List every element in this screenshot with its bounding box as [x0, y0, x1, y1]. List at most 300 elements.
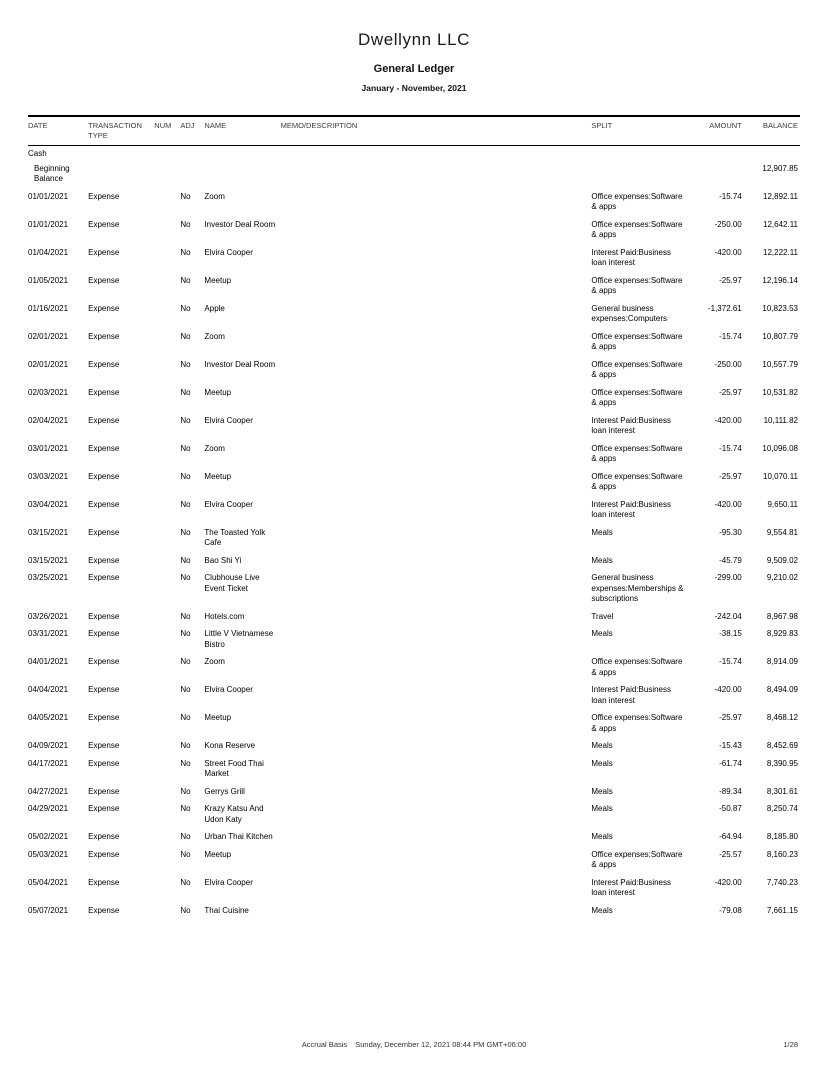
cell-date: 02/01/2021: [28, 359, 69, 369]
cell-amount: -45.79: [719, 555, 742, 565]
cell-split: Interest Paid:Business loan interest: [591, 877, 671, 897]
cell-num: [154, 245, 180, 273]
cell-name: The Toasted Yolk Cafe: [204, 527, 266, 547]
cell-num: [154, 875, 180, 903]
cell-num: [154, 829, 180, 847]
cell-balance: 10,807.79: [762, 331, 798, 341]
table-row: [28, 710, 800, 738]
cell-num: [154, 357, 180, 385]
cell-num: [154, 756, 180, 784]
table-row: [28, 682, 800, 710]
cell-date: 03/03/2021: [28, 471, 69, 481]
cell-amount: -420.00: [714, 877, 742, 887]
cell-split: Office expenses:Software & apps: [591, 471, 683, 491]
cell-name: Hotels.com: [204, 611, 245, 621]
table-row: [28, 245, 800, 273]
cell-adj: No: [180, 786, 191, 796]
cell-adj: No: [180, 741, 191, 750]
cell-num: [154, 525, 180, 553]
cell-balance: 10,096.08: [762, 443, 798, 453]
cell-type: Expense: [88, 685, 120, 694]
column-header-name: NAME: [204, 121, 227, 130]
cell-type: Expense: [88, 499, 120, 509]
cell-date: 03/01/2021: [28, 443, 69, 453]
cell-name: Zoom: [204, 331, 225, 341]
table-row: [28, 875, 800, 903]
cell-date: 03/31/2021: [28, 629, 69, 638]
cell-memo: [281, 497, 592, 525]
cell-name: Bao Shi Yi: [204, 555, 242, 565]
cell-split: Interest Paid:Business loan interest: [591, 415, 671, 435]
cell-amount: -89.34: [719, 786, 742, 796]
cell-adj: No: [180, 555, 191, 565]
cell-name: Investor Deal Room: [204, 359, 276, 369]
cell-amount: -15.43: [719, 741, 742, 750]
cell-amount: -25.57: [719, 849, 742, 859]
cell-split: General business expenses:Memberships & subscriptions: [591, 573, 684, 603]
cell-balance: 8,468.12: [766, 713, 798, 722]
cell-num: [154, 441, 180, 469]
cell-name: Apple: [204, 303, 225, 313]
cell-date: 02/04/2021: [28, 415, 69, 425]
cell-num: [154, 801, 180, 829]
cell-memo: [281, 189, 592, 217]
cell-memo: [281, 738, 592, 756]
cell-num: [154, 626, 180, 654]
cell-adj: No: [180, 359, 191, 369]
cell-type: Expense: [88, 219, 120, 229]
cell-split: Office expenses:Software & apps: [591, 219, 683, 239]
cell-memo: [281, 469, 592, 497]
table-row: [28, 654, 800, 682]
cell-amount: -95.30: [719, 527, 742, 537]
cell-adj: No: [180, 527, 191, 537]
cell-adj: No: [180, 685, 191, 694]
cell-memo: [281, 875, 592, 903]
cell-balance: 12,642.11: [763, 219, 798, 229]
cell-name: Zoom: [204, 657, 225, 666]
table-row: [28, 525, 800, 553]
cell-balance: 8,250.74: [766, 804, 798, 813]
cell-name: Street Food Thai Market: [204, 758, 264, 778]
column-header-type: TRANSACTION TYPE: [88, 121, 142, 140]
cell-num: [154, 903, 180, 921]
cell-amount: -25.97: [719, 471, 742, 481]
cell-name: Clubhouse Live Event Ticket: [204, 573, 260, 593]
cell-name: Elvira Cooper: [204, 685, 253, 694]
cell-split: Office expenses:Software & apps: [591, 359, 683, 379]
report-title: General Ledger: [373, 63, 455, 75]
table-row: [28, 784, 800, 802]
cell-amount: -15.74: [719, 657, 742, 666]
cell-name: Elvira Cooper: [204, 499, 253, 509]
cell-balance: 7,740.23: [766, 877, 798, 887]
cell-date: 01/01/2021: [28, 191, 69, 201]
cell-balance: 9,554.81: [766, 527, 798, 537]
cell-type: Expense: [88, 629, 120, 638]
cell-memo: [281, 801, 592, 829]
column-header-amount: AMOUNT: [709, 121, 742, 130]
cell-adj: No: [180, 713, 191, 722]
company-name: Dwellynn LLC: [357, 30, 471, 49]
cell-date: 03/26/2021: [28, 611, 69, 621]
cell-name: Meetup: [204, 849, 232, 859]
cell-balance: 9,509.02: [766, 555, 798, 565]
cell-adj: No: [180, 471, 191, 481]
cell-balance: 10,111.82: [763, 415, 798, 425]
cell-num: [154, 469, 180, 497]
cell-type: Expense: [88, 191, 120, 201]
cell-split: Meals: [591, 629, 613, 638]
table-row: [28, 903, 800, 921]
cell-amount: -25.97: [719, 387, 742, 397]
cell-type: Expense: [88, 786, 120, 796]
cell-num: [154, 682, 180, 710]
cell-type: Expense: [88, 443, 120, 453]
column-header-adj: ADJ: [180, 121, 195, 130]
cell-name: Kona Reserve: [204, 741, 256, 750]
cell-split: Meals: [591, 832, 613, 841]
cell-memo: [281, 245, 592, 273]
cell-date: 03/25/2021: [28, 573, 69, 582]
cell-split: Meals: [591, 741, 613, 750]
cell-split: Office expenses:Software & apps: [591, 191, 683, 211]
cell-memo: [281, 441, 592, 469]
cell-type: Expense: [88, 877, 120, 887]
cell-memo: [281, 273, 592, 301]
cell-split: Meals: [591, 786, 613, 796]
cell-memo: [281, 609, 592, 627]
cell-balance: 8,185.80: [766, 832, 798, 841]
section-label: Cash: [28, 149, 47, 158]
cell-date: 05/03/2021: [28, 849, 69, 859]
beginning-balance-label: Beginning Balance: [34, 163, 70, 183]
cell-split: Office expenses:Software & apps: [591, 713, 683, 733]
ledger-header-row: [28, 116, 800, 146]
cell-date: 05/07/2021: [28, 905, 69, 915]
cell-date: 05/04/2021: [28, 877, 69, 887]
cell-amount: -420.00: [714, 685, 742, 694]
table-row: [28, 329, 800, 357]
cell-memo: [281, 784, 592, 802]
footer-center: [28, 1040, 800, 1049]
cell-balance: 8,160.23: [766, 849, 798, 859]
cell-num: [154, 217, 180, 245]
table-row: [28, 273, 800, 301]
cell-name: Meetup: [204, 713, 232, 722]
table-row: [28, 497, 800, 525]
cell-name: Meetup: [204, 387, 232, 397]
cell-adj: No: [180, 331, 191, 341]
cell-balance: 8,914.09: [766, 657, 798, 666]
cell-num: [154, 301, 180, 329]
cell-amount: -64.94: [719, 832, 742, 841]
cell-date: 04/09/2021: [28, 741, 69, 750]
cell-adj: No: [180, 275, 191, 285]
cell-split: Office expenses:Software & apps: [591, 331, 683, 351]
cell-memo: [281, 525, 592, 553]
column-header-balance: BALANCE: [762, 121, 798, 130]
beginning-balance-row: [28, 161, 800, 189]
table-row: [28, 357, 800, 385]
cell-num: [154, 273, 180, 301]
cell-balance: 9,210.02: [766, 573, 798, 582]
cell-memo: [281, 829, 592, 847]
cell-adj: No: [180, 573, 191, 582]
cell-split: General business expenses:Computers: [591, 303, 667, 323]
cell-type: Expense: [88, 741, 120, 750]
cell-amount: -250.00: [714, 359, 742, 369]
cell-amount: -299.00: [714, 573, 742, 582]
cell-type: Expense: [88, 471, 120, 481]
cell-split: Meals: [591, 905, 613, 915]
cell-memo: [281, 217, 592, 245]
cell-name: Zoom: [204, 443, 225, 453]
cell-name: Urban Thai Kitchen: [204, 832, 273, 841]
cell-memo: [281, 385, 592, 413]
cell-memo: [281, 903, 592, 921]
table-row: [28, 553, 800, 571]
cell-balance: 8,452.69: [766, 741, 798, 750]
cell-date: 04/04/2021: [28, 685, 69, 694]
cell-memo: [281, 413, 592, 441]
cell-adj: No: [180, 629, 191, 638]
cell-amount: -79.08: [719, 905, 742, 915]
cell-memo: [281, 756, 592, 784]
cell-split: Office expenses:Software & apps: [591, 387, 683, 407]
ledger-body: [28, 146, 800, 921]
cell-adj: No: [180, 832, 191, 841]
cell-memo: [281, 682, 592, 710]
cell-balance: 12,196.14: [762, 275, 798, 285]
cell-date: 01/01/2021: [28, 219, 69, 229]
cell-balance: 8,390.95: [766, 758, 798, 768]
cell-name: Meetup: [204, 471, 232, 481]
cell-balance: 10,823.53: [762, 303, 798, 313]
cell-adj: No: [180, 905, 191, 915]
cell-adj: No: [180, 849, 191, 859]
cell-memo: [281, 357, 592, 385]
cell-adj: No: [180, 191, 191, 201]
ledger-table: [28, 115, 800, 920]
cell-num: [154, 738, 180, 756]
cell-date: 02/01/2021: [28, 331, 69, 341]
table-row: [28, 217, 800, 245]
cell-num: [154, 847, 180, 875]
cell-adj: No: [180, 804, 191, 813]
table-row: [28, 756, 800, 784]
cell-date: 03/15/2021: [28, 555, 69, 565]
cell-adj: No: [180, 443, 191, 453]
cell-name: Krazy Katsu And Udon Katy: [204, 804, 264, 824]
cell-date: 02/03/2021: [28, 387, 69, 397]
cell-type: Expense: [88, 832, 120, 841]
cell-amount: -250.00: [714, 219, 742, 229]
cell-balance: 8,301.61: [766, 786, 798, 796]
cell-date: 01/04/2021: [28, 247, 69, 257]
report-header: [0, 0, 828, 93]
cell-memo: [281, 570, 592, 609]
cell-date: 04/05/2021: [28, 713, 69, 722]
cell-balance: 10,557.79: [762, 359, 798, 369]
table-row: [28, 829, 800, 847]
cell-name: Elvira Cooper: [204, 247, 253, 257]
table-row: [28, 626, 800, 654]
cell-type: Expense: [88, 849, 120, 859]
table-row: [28, 189, 800, 217]
cell-amount: -242.04: [714, 611, 742, 621]
cell-adj: No: [180, 657, 191, 666]
table-row: [28, 738, 800, 756]
accounting-basis: Accrual Basis: [301, 1040, 348, 1049]
cell-name: Little V Vietnamese Bistro: [204, 629, 274, 649]
cell-type: Expense: [88, 573, 120, 582]
cell-date: 01/05/2021: [28, 275, 69, 285]
table-row: [28, 847, 800, 875]
column-header-memo: MEMO/DESCRIPTION: [280, 121, 358, 130]
cell-date: 05/02/2021: [28, 832, 69, 841]
beginning-balance-value: 12,907.85: [762, 163, 798, 173]
cell-adj: No: [180, 247, 191, 257]
cell-amount: -420.00: [714, 415, 742, 425]
table-row: [28, 469, 800, 497]
cell-type: Expense: [88, 713, 120, 722]
cell-split: Office expenses:Software & apps: [591, 849, 683, 869]
cell-adj: No: [180, 303, 191, 313]
section-row-cash: [28, 146, 800, 161]
cell-type: Expense: [88, 415, 120, 425]
cell-type: Expense: [88, 555, 120, 565]
page-number: 1/28: [783, 1040, 798, 1049]
report-period: January - November, 2021: [361, 83, 467, 93]
cell-date: 04/17/2021: [28, 758, 69, 768]
table-row: [28, 570, 800, 609]
cell-memo: [281, 654, 592, 682]
cell-split: Meals: [591, 527, 613, 537]
cell-split: Interest Paid:Business loan interest: [591, 685, 671, 705]
cell-amount: -25.97: [719, 275, 742, 285]
cell-date: 03/15/2021: [28, 527, 69, 537]
cell-type: Expense: [88, 247, 120, 257]
cell-adj: No: [180, 387, 191, 397]
ledger-table-head: [28, 116, 800, 146]
cell-date: 01/16/2021: [28, 303, 69, 313]
cell-name: Meetup: [204, 275, 232, 285]
cell-num: [154, 570, 180, 609]
cell-type: Expense: [88, 303, 120, 313]
cell-balance: 8,929.83: [766, 629, 798, 638]
cell-type: Expense: [88, 758, 120, 768]
cell-balance: 12,892.11: [763, 191, 798, 201]
cell-amount: -15.74: [719, 191, 742, 201]
cell-split: Meals: [591, 758, 613, 768]
cell-adj: No: [180, 415, 191, 425]
cell-memo: [281, 847, 592, 875]
cell-name: Investor Deal Room: [204, 219, 276, 229]
table-row: [28, 609, 800, 627]
cell-adj: No: [180, 499, 191, 509]
table-row: [28, 301, 800, 329]
column-header-date: DATE: [28, 121, 48, 130]
cell-balance: 8,967.98: [766, 611, 798, 621]
cell-balance: 10,531.82: [762, 387, 798, 397]
cell-num: [154, 609, 180, 627]
cell-name: Thai Cuisine: [204, 905, 249, 915]
table-row: [28, 385, 800, 413]
cell-amount: -50.87: [719, 804, 742, 813]
cell-balance: 7,661.15: [766, 905, 798, 915]
page-footer: [28, 1040, 800, 1049]
cell-num: [154, 553, 180, 571]
cell-memo: [281, 553, 592, 571]
cell-num: [154, 413, 180, 441]
column-header-num: NUM: [154, 121, 172, 130]
cell-split: Office expenses:Software & apps: [591, 443, 683, 463]
cell-adj: No: [180, 758, 191, 768]
cell-num: [154, 189, 180, 217]
cell-balance: 10,070.11: [763, 471, 798, 481]
cell-split: Meals: [591, 555, 613, 565]
cell-name: Gerrys Grill: [204, 786, 245, 796]
cell-type: Expense: [88, 804, 120, 813]
cell-num: [154, 497, 180, 525]
cell-split: Interest Paid:Business loan interest: [591, 499, 671, 519]
cell-amount: -420.00: [714, 247, 742, 257]
cell-type: Expense: [88, 387, 120, 397]
cell-adj: No: [180, 877, 191, 887]
cell-date: 03/04/2021: [28, 499, 69, 509]
cell-memo: [281, 329, 592, 357]
cell-amount: -420.00: [714, 499, 742, 509]
cell-balance: 12,222.11: [763, 247, 798, 257]
cell-adj: No: [180, 611, 191, 621]
cell-num: [154, 329, 180, 357]
column-header-split: SPLIT: [591, 121, 613, 130]
cell-name: Elvira Cooper: [204, 415, 253, 425]
cell-type: Expense: [88, 905, 120, 915]
cell-split: Office expenses:Software & apps: [591, 275, 683, 295]
cell-balance: 8,494.09: [766, 685, 798, 694]
cell-num: [154, 784, 180, 802]
table-row: [28, 441, 800, 469]
cell-memo: [281, 626, 592, 654]
cell-num: [154, 385, 180, 413]
cell-type: Expense: [88, 275, 120, 285]
cell-name: Elvira Cooper: [204, 877, 253, 887]
cell-split: Interest Paid:Business loan interest: [591, 247, 671, 267]
cell-split: Meals: [591, 804, 613, 813]
cell-amount: -38.15: [719, 629, 742, 638]
table-row: [28, 413, 800, 441]
cell-amount: -25.97: [719, 713, 742, 722]
cell-name: Zoom: [204, 191, 225, 201]
cell-amount: -61.74: [719, 758, 742, 768]
cell-date: 04/01/2021: [28, 657, 69, 666]
cell-type: Expense: [88, 611, 120, 621]
cell-type: Expense: [88, 331, 120, 341]
cell-type: Expense: [88, 527, 120, 537]
cell-balance: 9,650.11: [767, 499, 798, 509]
cell-split: Travel: [591, 611, 614, 621]
cell-amount: -1,372.61: [707, 303, 742, 313]
cell-type: Expense: [88, 359, 120, 369]
cell-num: [154, 654, 180, 682]
table-row: [28, 801, 800, 829]
cell-adj: No: [180, 219, 191, 229]
cell-memo: [281, 301, 592, 329]
cell-num: [154, 710, 180, 738]
cell-date: 04/29/2021: [28, 804, 69, 813]
